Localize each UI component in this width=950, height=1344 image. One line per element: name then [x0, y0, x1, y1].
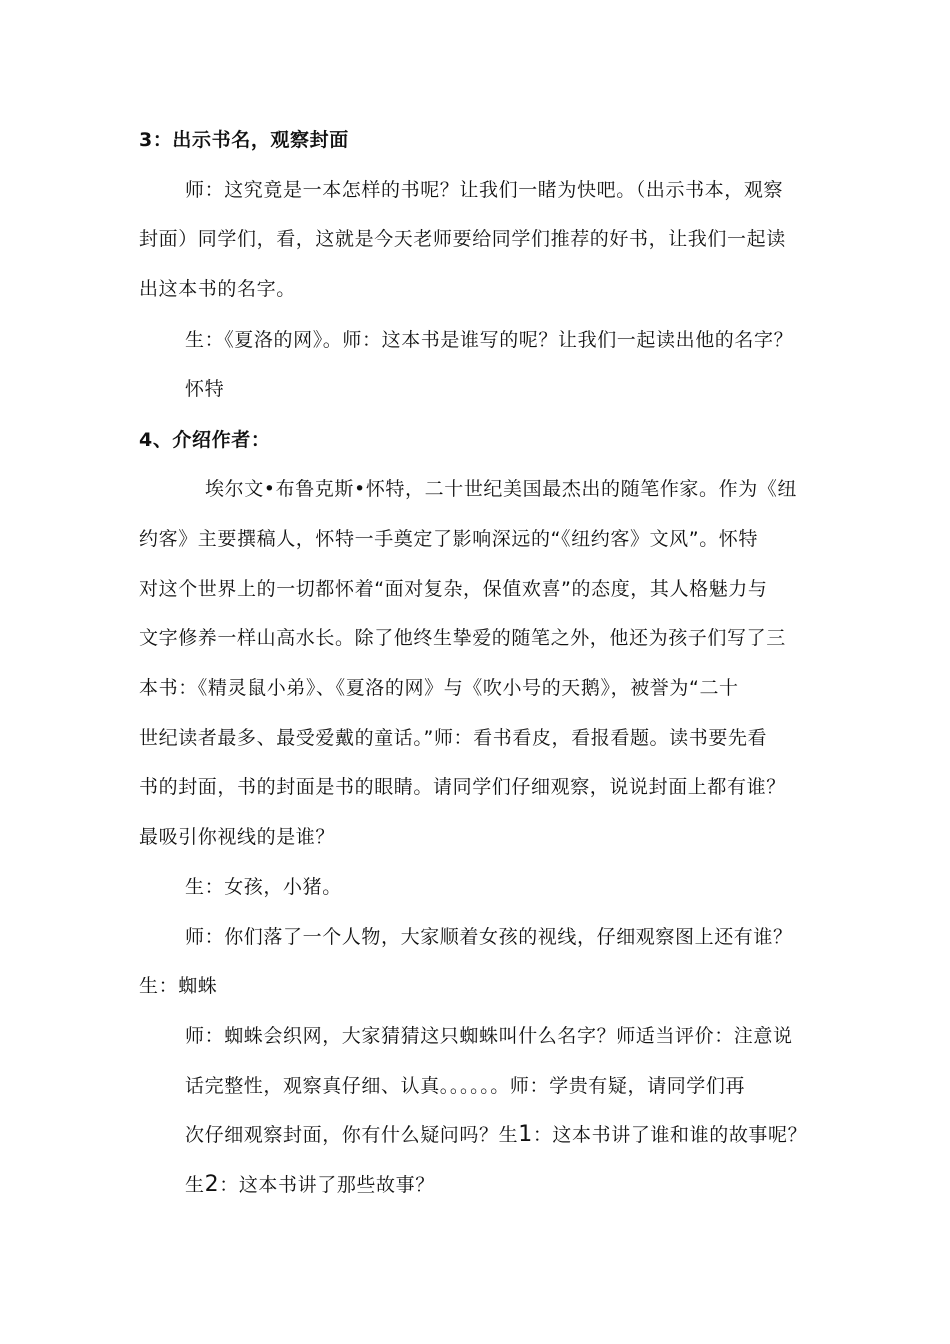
paragraph-line: [185, 1173, 435, 1197]
paragraph-line: 最吸引你视线的是谁？: [139, 826, 336, 848]
paragraph-line: 出这本书的名字。: [139, 278, 296, 300]
paragraph-line: 师：你们落了一个人物，大家顺着女孩的视线，仔细观察图上还有谁？: [185, 926, 793, 948]
paragraph-line: 对这个世界上的一切都怀着“面对复杂，保值欢喜”的态度，其人格魅力与: [139, 578, 768, 600]
paragraph-line: [185, 1123, 807, 1147]
heading-show-title: 3：出示书名，观察封面: [139, 129, 349, 151]
paragraph-line: 怀特: [185, 378, 225, 400]
paragraph-line: 埃尔文•布鲁克斯•怀特，二十世纪美国最杰出的随笔作家。作为《纽: [205, 478, 798, 500]
paragraph-line: 世纪读者最多、最受爱戴的童话。”师：看书看皮，看报看题。读书要先看: [139, 727, 768, 749]
paragraph-line: 话完整性，观察真仔细、认真。。。。。。师：学贵有疑，请同学们再: [185, 1075, 746, 1097]
text-segment: ：这本书讲了那些故事？: [219, 1174, 435, 1196]
paragraph-line: 生：蜘蛛: [139, 975, 218, 997]
paragraph-line: 封面）同学们，看，这就是今天老师要给同学们推荐的好书，让我们一起读: [139, 228, 786, 250]
paragraph-line: 约客》主要撰稿人，怀特一手奠定了影响深远的“《纽约客》文风”。怀特: [139, 528, 758, 550]
student-number: 2: [204, 1172, 220, 1197]
text-segment: ：这本书讲了谁和谁的故事呢？: [532, 1124, 808, 1146]
text-segment: 次仔细观察封面，你有什么疑问吗？生: [185, 1124, 519, 1146]
heading-introduce-author: 4、介绍作者：: [139, 429, 271, 451]
paragraph-line: 生：女孩，小猪。: [185, 876, 342, 898]
text-segment: 生: [185, 1174, 205, 1196]
paragraph-line: 师：蜘蛛会织网，大家猜猜这只蜘蛛叫什么名字？师适当评价：注意说: [185, 1025, 793, 1047]
student-number: 1: [518, 1122, 533, 1147]
paragraph-line: 书的封面，书的封面是书的眼睛。请同学们仔细观察，说说封面上都有谁？: [139, 776, 786, 798]
paragraph-line: 文字修养一样山高水长。除了他终生挚爱的随笔之外，他还为孩子们写了三: [139, 627, 786, 649]
paragraph-line: 本书：《精灵鼠小弟》、《夏洛的网》与《吹小号的天鹅》，被誉为“二十: [139, 677, 739, 699]
paragraph-line: 生：《夏洛的网》。师：这本书是谁写的呢？让我们一起读出他的名字？: [185, 329, 794, 351]
paragraph-line: 师：这究竟是一本怎样的书呢？让我们一睹为快吧。（出示书本，观察: [185, 179, 784, 201]
